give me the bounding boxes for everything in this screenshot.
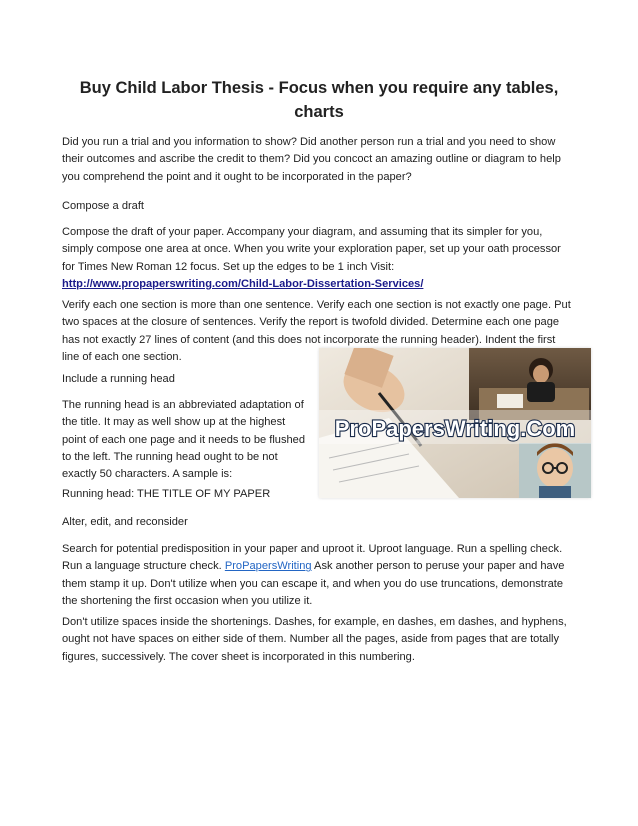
verify-line-2: two spaces at the closure of sentences. Verify the report is twofold divided. Determine each one page — [62, 316, 560, 329]
student-desk-illustration — [469, 348, 591, 420]
draft-paragraph — [62, 224, 576, 293]
intro-paragraph: Did you run a trial and you information to show? Did another person run a trial and you need to show their outcomes and ascribe the credit to them? Did you concoct an amazing outline or diagram to help you comprehend the point and it ought to be incorporated in the paper? — [62, 136, 561, 183]
verify-line-4: line of each one section. — [62, 350, 182, 363]
dissertation-services-link[interactable]: http://www.propaperswriting.com/Child-Labor-Dissertation-Services/ — [62, 277, 424, 290]
promo-image — [319, 348, 591, 498]
watermark-text: ProPapersWriting.Com — [334, 416, 576, 441]
search-text-after: Ask another person to peruse your paper and have them stamp it up. Don't utilize when you can escape it, and when you do use truncations, demonstrate the shortening the first occasion when you utilize it. — [62, 560, 565, 607]
child-with-glasses-illustration — [519, 443, 591, 498]
running-head-heading: Include a running head — [62, 373, 175, 385]
promo-image-art — [319, 348, 591, 498]
propaperswriting-link[interactable]: ProPapersWriting — [224, 560, 312, 573]
spaces-paragraph: Don't utilize spaces inside the shortenings. Dashes, for example, en dashes, em dashes, and hyphens, ought not have spaces on either side of them. Number all the pages, aside from pages that are totally figures, successively. The cover sheet is incorporated in this numbering. — [62, 616, 567, 663]
running-head-paragraph: The running head is an abbreviated adaptation of the title. It may as well show up at the highest point of each one page and it needs to be flushed to the left. The running head ought to be not exactly 50 characters. A sample is: — [62, 399, 306, 481]
draft-heading: Compose a draft — [62, 200, 145, 212]
alter-heading: Alter, edit, and reconsider — [62, 516, 188, 528]
search-text-before: Search for potential predisposition in your paper and uproot it. Uproot language. Run a spelling check. Run a language structure check. — [62, 543, 563, 573]
draft-body-text: Compose the draft of your paper. Accompany your diagram, and assuming that its simpler for you, simply compose one area at once. When you write your exploration paper, set up your oath processor for Times New Roman 12 focus. Set up the edges to be 1 inch Visit: — [62, 226, 561, 273]
verify-line-3a — [62, 332, 556, 349]
page-title: Buy Child Labor Thesis - Focus when you require any tables, charts — [79, 79, 559, 121]
verify-line-1: Verify each one section is more than one sentence. Verify each one section is not exactly one page. Put — [62, 299, 571, 311]
running-head-sample: Running head: THE TITLE OF MY PAPER — [62, 488, 271, 500]
verify-line-3: has not exactly 27 lines of content (and this does not incorporate the running header). Indent the first — [62, 333, 556, 346]
search-paragraph — [62, 541, 576, 610]
